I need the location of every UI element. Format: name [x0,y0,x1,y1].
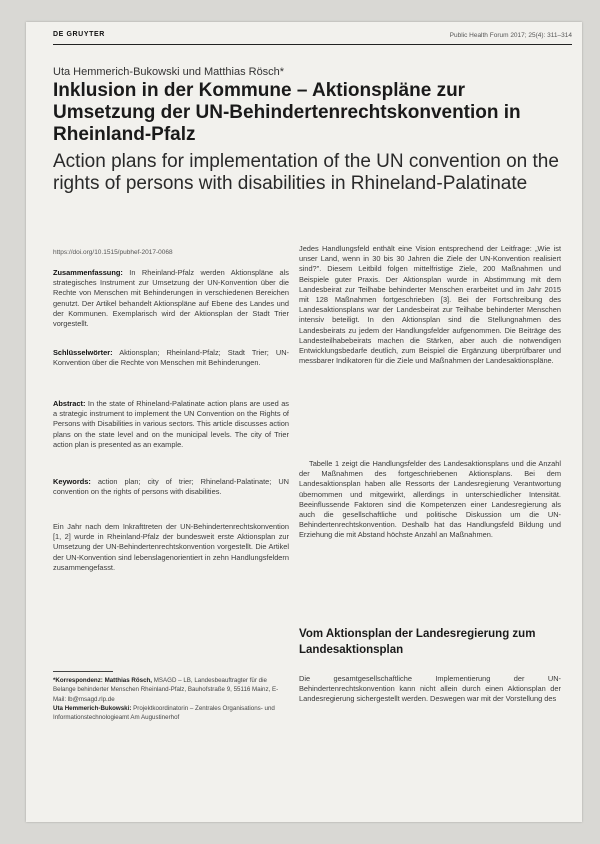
coauthor-text: Projektkoordinatorin – Zentrales Organisations- und Informationstechnologieamt Am Augustinerhof [53,704,275,722]
publisher-name: DE GRUYTER [53,31,105,38]
coauthor-label: Uta Hemmerich-Bukowski: [53,704,132,712]
body-paragraph-2 [299,459,561,541]
intro-text: Ein Jahr nach dem Inkrafttreten der UN-Behindertenrechtskonvention [1, 2] wurde in Rheinland-Pfalz der bundesweit erste Aktionsplan zur Umsetzung der UN-Behindertenrechtskonvention vorgestellt. Die Artikel der UN-Konvention sind lebenslagenorientiert in zehn Handlungsfeldern zusammengefasst. [53,522,289,572]
abstract-text: In the state of Rhineland-Palatinate action plans are used as a strategic instrument to implement the UN Convention on the Rights of Persons with Disabilities in various sectors. This article discusses action plans on the state level and on the municipal levels. The city of Trier action plan is presented as an example. [53,399,290,449]
body-paragraph-1 [299,244,561,366]
journal-citation: Public Health Forum 2017; 25(4): 311–314 [449,32,572,39]
correspondence-footnote [53,676,289,722]
journal-page [26,22,582,822]
zusammenfassung-text: In Rheinland-Pfalz werden Aktionspläne als strategisches Instrument zur Umsetzung der UN-Konvention über die Rechte von Menschen mit Behinderungen in verschiedenen Bereichen genutzt. Der Artikel behandelt Aktionspläne auf Ebene des Landes und der Kommunen. Exemplarisch wird der Aktionsplan der Stadt Trier vorgestellt. [53,268,289,329]
abstract-label: Abstract: [53,399,86,408]
body-paragraph-3 [299,674,561,705]
article-title-german: Inklusion in der Kommune – Aktionspläne zur Umsetzung der UN-Behindertenrechtskonvention in Rheinland-Pfalz [53,80,521,145]
zusammenfassung [53,268,289,329]
schluesselwoerter-label: Schlüsselwörter: [53,348,113,357]
article-authors: Uta Hemmerich-Bukowski und Matthias Rösch* [53,66,285,78]
intro-paragraph [53,522,289,573]
running-header [53,30,572,45]
abstract [53,399,289,450]
keywords-text: action plan; city of trier; Rhineland-Palatinate; UN convention on the rights of persons with disabilities. [53,477,289,497]
footnote-rule [53,671,113,672]
doi-link[interactable]: https://doi.org/10.1515/pubhef-2017-0068 [53,249,173,256]
schluesselwoerter [53,348,289,368]
correspondence-label: *Korrespondenz: Matthias Rösch, [53,677,153,684]
body-text-3: Die gesamtgesellschaftliche Implementierung der UN-Behindertenrechtskonvention kann nicht allein durch einen Aktionsplan der Landesregierung sichergestellt werden. Deswegen war mit der Vorstellung des [299,674,561,704]
schluesselwoerter-text: Aktionsplan; Rheinland-Pfalz; Stadt Trier; UN-Konvention über die Rechte von Menschen mit Behinderungen. [53,348,289,368]
zusammenfassung-label: Zusammenfassung: [53,268,123,277]
article-title-english: Action plans for implementation of the UN convention on the rights of persons with disabilities in Rhineland-Palatinate [53,151,559,194]
keywords-label: Keywords: [53,477,91,486]
body-text-2: Tabelle 1 zeigt die Handlungsfelder des Landesaktionsplans und die Anzahl der Maßnahmen des fortgeschriebenen Aktionsplans. Bei dem Landesaktionsplan haben alle Ressorts der Landesregierung Verantwortung übernommen und mitgewirkt, allerdings in unterschiedlicher Intensität. Beeinflussende Faktoren sind die Kompetenzen einer Landesregierung als auch die gesellschaftliche und politische Diskussion um die UN-Behindertenrechtskonvention. Deshalb hat das Handlungsfeld Bildung und Erziehung die mit Abstand höchste Anzahl an Maßnahmen. [299,459,561,540]
keywords [53,477,289,497]
section-heading: Vom Aktionsplan der Landesregierung zum Landesaktionsplan [299,628,536,656]
correspondence-text: MSAGD – LB, Landesbeauftragter für die Belange behinderter Menschen Rheinland-Pfalz, Bauhofstraße 9, 55116 Mainz, E-Mail: lb@msagd.rlp.de [53,677,279,703]
body-text-1: Jedes Handlungsfeld enthält eine Vision entsprechend der Leitfrage: „Wie ist unser Land, wenn in 30 bis 30 Jahren die Ziele der UN-Konvention realisiert sind?". Diesem Leitbild folgen mittelfristige Ziele, 200 Maßnahmen und Beispiele guter Praxis. Der Aktionsplan wurde in Abstimmung mit dem Landesbeirat zur Teilhabe behinderter Menschen erarbeitet und im Jahr 2015 mit 128 Maßnahmen fortgeschrieben [3]. Bei der Fortschreibung des Landesaktionsplans war der Landesbeirat zur Teilhabe behinderter Menschen intensiv beteiligt. In den Aktionsplan sind die Stellungnahmen des Landesbeirats zu jedem der Handlungsfelder aufgenommen. Die Beiträge des Landesteilhabebeirats machen die Stärken, aber auch die notwendigen Entwicklungsbedarfe deutlich, zum Beispiel die Ergänzung überprüfbarer und messbarer Indikatoren für die Ziele und Maßnahmen der Landesaktionspläne. [299,244,561,366]
